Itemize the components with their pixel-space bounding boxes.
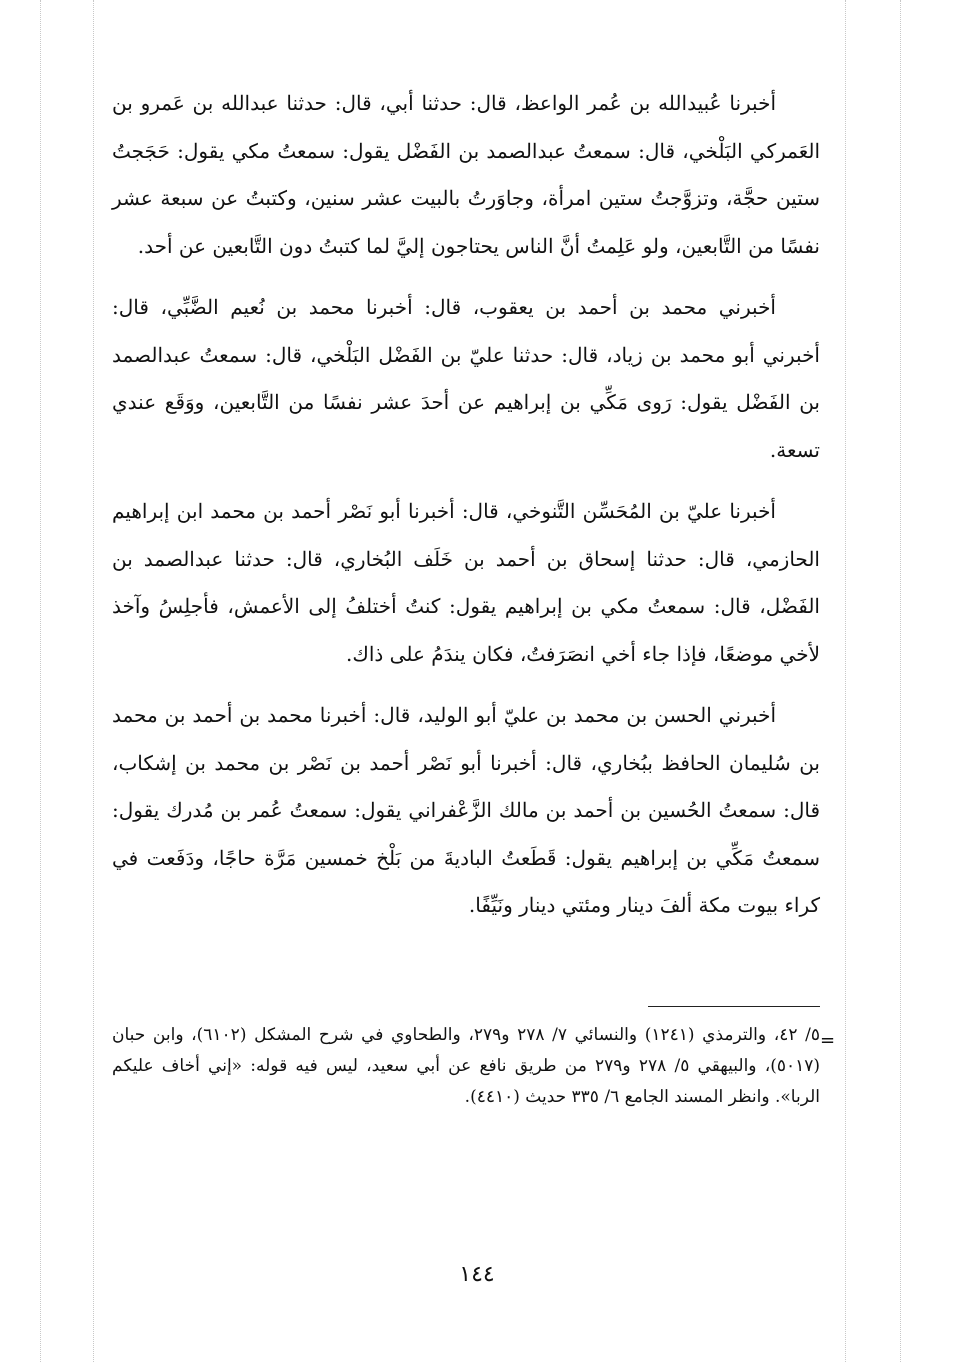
paragraph: أخبرنا عليّ بن المُحَسِّن التَّنوخي، قال: أخبرنا أبو نَصْر أحمد بن محمد ابن إبراهيم الحازمي، قال: حدثنا إسحاق بن أحمد بن خَلَف البُخاري، قال: حدثنا عبدالصمد بن الفَضْل، قال: سمعتُ مكي بن إبراهيم يقول: كنتُ أختلفُ إلى الأعمش، فأجلِسُ وآخذ لأخي موضعًا، فإذا جاء أخي انصَرَفتُ، فكان يندَمُ على ذاك. — [112, 499, 820, 666]
scan-artifact-line — [845, 0, 846, 1362]
paragraph: أخبرنا عُبيدالله بن عُمر الواعظ، قال: حدثنا أبي، قال: حدثنا عبدالله بن عَمرو بن العَمركي البَلْخي، قال: سمعتُ عبدالصمد بن الفَضْل يقول: سمعتُ مكي يقول: حَجَجتُ ستين حجَّة، وتزوَّجتُ ستين امرأة، وجاوَرتُ بالبيت عشر سنين، وكتبتُ عن سبعة عشر نفسًا من التَّابعين، ولو عَلِمتُ أنَّ الناس يحتاجون إليَّ لما كتبتُ دون التَّابعين عن أحد. — [112, 91, 820, 258]
footnote-separator — [648, 1006, 820, 1007]
paragraph: أخبرني محمد بن أحمد بن يعقوب، قال: أخبرنا محمد بن نُعيم الضَّبِّي، قال: أخبرني أبو محمد بن زياد، قال: حدثنا عليّ بن الفَضْل البَلْخي، قال: سمعتُ عبدالصمد بن الفَضْل يقول: رَوى مَكِّي بن إبراهيم عن أحدَ عشر نفسًا من التَّابعين، ووَقَع عندي تسعة. — [112, 295, 820, 462]
page-number: ١٤٤ — [459, 1262, 495, 1287]
scan-artifact-line — [900, 0, 901, 1362]
footnote — [112, 1020, 820, 1113]
footnote-continuation-marker: = — [820, 1030, 836, 1051]
main-text — [112, 80, 820, 944]
scan-artifact-line — [93, 0, 94, 1362]
footnote-text: ٥/ ٤٢، والترمذي (١٢٤١) والنسائي ٧/ ٢٧٨ و٢٧٩، والطحاوي في شرح المشكل (٦١٠٢)، وابن حبان (٥٠١٧)، والبيهقي ٥/ ٢٧٨ و٢٧٩ من طريق نافع عن أبي سعيد، ليس فيه قوله: «إني أخاف عليكم الربا». وانظر المسند الجامع ٦/ ٣٣٥ حديث (٤٤١٠). — [112, 1025, 820, 1107]
paragraph: أخبرني الحسن بن محمد بن عليّ أبو الوليد، قال: أخبرنا محمد بن أحمد بن محمد بن سُليمان الحافظ ببُخاري، قال: أخبرنا أبو نَصْر أحمد بن نَصْر بن محمد بن إشكاب، قال: سمعتُ الحُسين بن أحمد بن مالك الزَّعْفراني يقول: سمعتُ عُمر بن مُدرك يقول: سمعتُ مَكِّي بن إبراهيم يقول: قَطَعتُ الباديةَ من بَلْخ خمسين مَرَّة حاجًا، ودَفَعت في كراء بيوت مكة ألفَ دينار ومئتي دينار ونَيِّفًا. — [112, 703, 820, 917]
scan-artifact-line — [40, 0, 41, 1362]
